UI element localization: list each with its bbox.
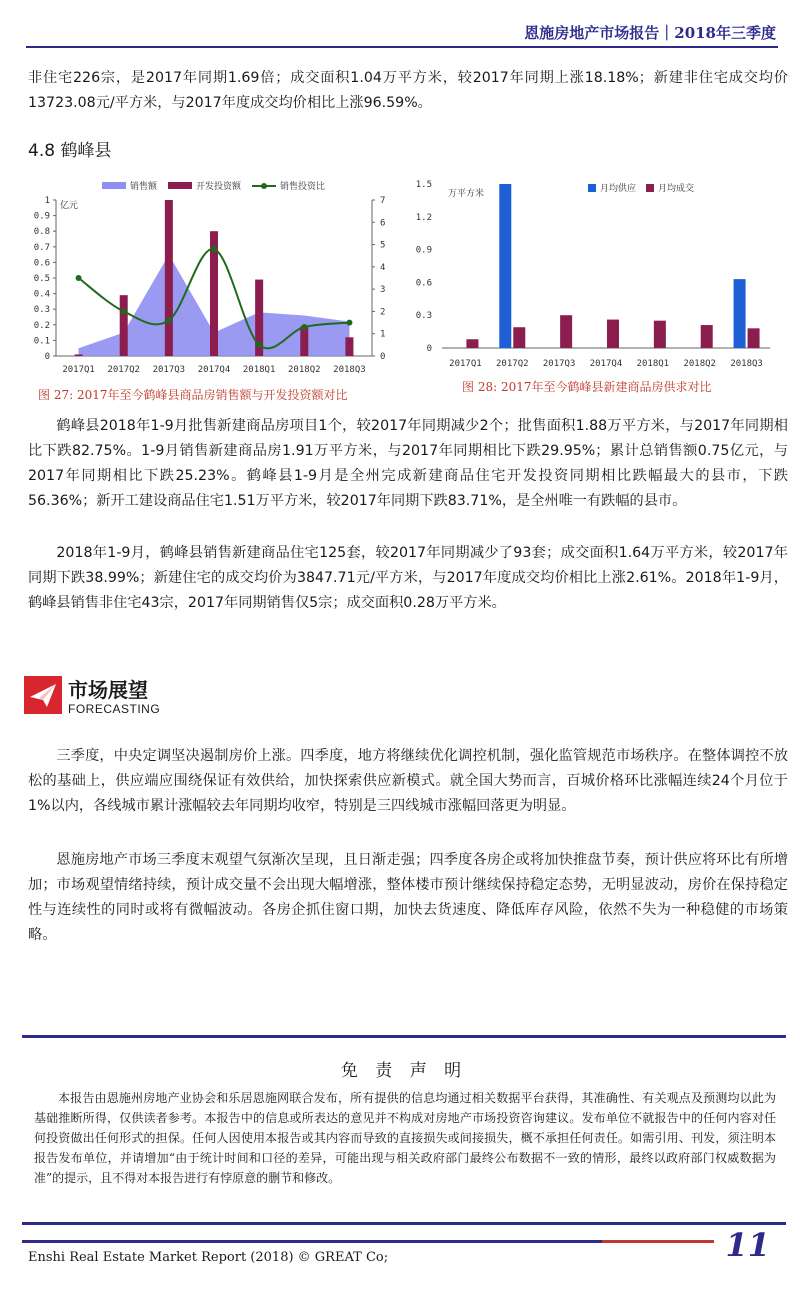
bar-investment-2018Q3 (345, 337, 353, 356)
y-left-tick-label: 0.5 (33, 274, 50, 284)
x-tick-label: 2018Q3 (333, 365, 366, 375)
disclaimer-title: 免 责 声 明 (340, 1061, 468, 1081)
y-left-tick-label: 0 (44, 352, 50, 362)
point-ratio-2017Q4 (211, 246, 217, 252)
point-ratio-2017Q2 (121, 308, 127, 314)
x-tick-label: 2017Q3 (542, 359, 576, 369)
point-ratio-2018Q2 (301, 324, 307, 330)
y-right-tick-label: 5 (380, 240, 386, 251)
footer-rule-blue (22, 1240, 602, 1243)
y-tick-label: 0.9 (415, 245, 432, 256)
chart-1-svg (30, 176, 405, 388)
point-ratio-2017Q1 (76, 275, 82, 281)
y-right-tick-label: 6 (380, 218, 386, 229)
y-left-tick-label: 0.6 (33, 258, 50, 269)
report-title: 恩施房地产市场报告｜2018年三季度 (524, 24, 776, 42)
x-tick-label: 2018Q1 (636, 359, 670, 369)
disclaimer-body: 本报告由恩施州房地产业协会和乐居恩施网联合发布，所有提供的信息均通过相关数据平台获得，其准确性、有关观点及预测均以此为基础推断所得，仅供读者参考。本报告中的信息或所表达的意见并不构成对房地产市场投资咨询建议。发布单位不就报告中的任何内容对任何投资做出任何形式的担保。任何人因使用本报告或其内容而导致的直接损失或间接损失，概不承担任何责任。如需引用、刊发，须注明本报告发布单位，并请增加“由于统计时间和口径的差异，可能出现与相关政府部门最终公布数据不一致的情形，最终以政府部门权威数据为准”的提示，且不得对本报告进行有悖原意的删节和修改。 (34, 1091, 776, 1185)
legend-swatch-deal (646, 184, 654, 192)
y-left-tick-label: 0.8 (33, 227, 50, 238)
legend-label-ratio: 销售投资比 (280, 182, 326, 192)
legend-swatch-supply (588, 184, 596, 192)
chart-1-caption: 图 27: 2017年至今鹤峰县商品房销售额与开发投资额对比 (38, 388, 348, 402)
bar-deal-2017Q4 (607, 320, 619, 348)
y-tick-label: 1.5 (415, 180, 432, 190)
bar-investment-2018Q2 (300, 326, 308, 356)
bar-investment-2017Q3 (165, 200, 173, 356)
x-tick-label: 2017Q2 (496, 359, 529, 369)
y-right-tick-label: 4 (380, 262, 386, 273)
point-ratio-2018Q3 (346, 320, 352, 326)
bar-deal-2017Q3 (560, 315, 572, 348)
bar-supply-2017Q2 (499, 184, 511, 348)
legend-label-deal: 月均成交 (658, 184, 695, 194)
point-ratio-2017Q3 (166, 317, 172, 323)
y-right-tick-label: 1 (380, 329, 386, 340)
y-axis-unit: 万平方米 (448, 189, 485, 199)
page-footer (22, 1226, 778, 1282)
y-left-tick-label: 0.1 (33, 336, 50, 347)
bar-deal-2018Q2 (701, 325, 713, 348)
y-left-tick-label: 0.4 (33, 289, 50, 300)
x-tick-label: 2018Q1 (242, 365, 276, 375)
x-tick-label: 2017Q1 (62, 365, 95, 375)
y-right-tick-label: 3 (380, 285, 386, 296)
x-tick-label: 2018Q2 (288, 365, 321, 375)
legend-marker-ratio (261, 183, 267, 189)
forecast-paragraph-2: 恩施房地产市场三季度末观望气氛渐次呈现，且日渐走强；四季度各房企或将加快推盘节奏，预计供应将环比有所增加；市场观望情绪持续，预计成交量不会出现大幅增涨，整体楼市预计继续保持稳定态势，无明显波动，房价在保持稳定性与连续性的同时或将有微幅波动。各房企抓住窗口期，加快去货速度、降低库存风险，依然不失为一种稳健的市场策略。 (28, 852, 788, 943)
y-right-tick-label: 0 (380, 352, 386, 362)
forecast-paragraph-1: 三季度，中央定调坚决遏制房价上涨。四季度，地方将继续优化调控机制，强化监管规范市场秩序。在整体调控不放松的基础上，供应端应围绕保证有效供给，加快探索供应新模式。就全国大势而言，百城价格环比涨幅连续24个月位于1%以内，各线城市累计涨幅较去年同期均收窄，特别是三四线城市涨幅回落更为明显。 (28, 748, 788, 814)
section-title: 4.8 鹤峰县 (28, 141, 112, 161)
forecast-heading (24, 672, 224, 720)
body-paragraph-1: 鹤峰县2018年1-9月批售新建商品房项目1个，较2017年同期减少2个；批售面积1.88万平方米，与2017年同期相比下跌82.75%。1-9月销售新建商品房1.91万平方米，与2017年同期相比下跌29.95%；累计总销售额0.75亿元，与2017年同期相比下跌25.23%。鹤峰县1-9月是全州完成新建商品住宅开发投资同期相比跌幅最大的县市，下跌56.36%；新开工建设商品住宅1.51万平方米，较2017年同期下跌83.71%，是全州唯一有跌幅的县市。 (28, 418, 788, 509)
bar-investment-2017Q1 (75, 354, 83, 356)
legend-label-investment: 开发投资额 (196, 182, 242, 192)
point-ratio-2018Q1 (256, 342, 262, 348)
disclaimer-box (22, 1035, 786, 1225)
bar-deal-2018Q1 (654, 321, 666, 348)
page-header (26, 18, 778, 48)
chart-2-caption: 图 28: 2017年至今鹤峰县新建商品房供求对比 (462, 380, 712, 394)
x-tick-label: 2017Q3 (152, 365, 186, 375)
y-left-tick-label: 0.7 (33, 242, 50, 253)
x-tick-label: 2017Q1 (449, 359, 482, 369)
forecast-title-cn: 市场展望 (68, 678, 148, 702)
chart-sales-vs-investment (30, 176, 405, 388)
body-paragraph-2: 2018年1-9月，鹤峰县销售新建商品住宅125套，较2017年同期减少了93套；成交面积1.64万平方米，较2017年同期下跌38.99%；新建住宅的成交均价为3847.71元/平方米，与2017年度成交均价相比上涨2.61%。2018年1-9月，鹤峰县销售非住宅43宗，2017年同期销售仅5宗；成交面积0.28万平方米。 (28, 545, 788, 611)
intro-paragraph: 非住宅226宗，是2017年同期1.69倍；成交面积1.04万平方米，较2017年同期上涨18.18%；新建非住宅成交均价13723.08元/平方米，与2017年度成交均价相比上涨96.59%。 (28, 70, 788, 111)
bar-deal-2017Q2 (513, 327, 525, 348)
y-right-tick-label: 2 (380, 307, 386, 318)
x-tick-label: 2018Q2 (683, 359, 716, 369)
y-tick-label: 0.6 (415, 278, 432, 289)
forecast-title-en: FORECASTING (68, 702, 161, 716)
x-tick-label: 2017Q4 (589, 359, 623, 369)
y-left-tick-label: 0.9 (33, 211, 50, 222)
y-right-tick-label: 7 (380, 196, 386, 206)
y-tick-label: 0 (426, 344, 432, 354)
paper-plane-icon (24, 676, 62, 714)
x-tick-label: 2017Q2 (107, 365, 140, 375)
bar-supply-2018Q3 (734, 279, 746, 348)
legend-swatch-investment (168, 182, 192, 189)
y-axis-unit: 亿元 (60, 201, 79, 211)
bar-deal-2017Q1 (466, 339, 478, 348)
x-tick-label: 2017Q4 (197, 365, 231, 375)
x-tick-label: 2018Q3 (730, 359, 763, 369)
page-number: 11 (725, 1226, 770, 1264)
legend-label-sales: 销售额 (130, 182, 158, 192)
footer-text: Enshi Real Estate Market Report (2018) © GREAT Co; (28, 1250, 389, 1265)
y-left-tick-label: 1 (44, 196, 50, 206)
y-left-tick-label: 0.3 (33, 305, 50, 316)
y-left-tick-label: 0.2 (33, 320, 50, 331)
chart-2-svg (410, 176, 780, 376)
bar-investment-2017Q2 (120, 295, 128, 356)
y-tick-label: 0.3 (415, 311, 432, 322)
bar-deal-2018Q3 (748, 328, 760, 348)
legend-label-supply: 月均供应 (600, 184, 637, 194)
footer-rule-red (602, 1240, 714, 1243)
legend-swatch-sales (102, 182, 126, 189)
chart-supply-vs-deal (410, 176, 780, 376)
y-tick-label: 1.2 (415, 212, 432, 223)
